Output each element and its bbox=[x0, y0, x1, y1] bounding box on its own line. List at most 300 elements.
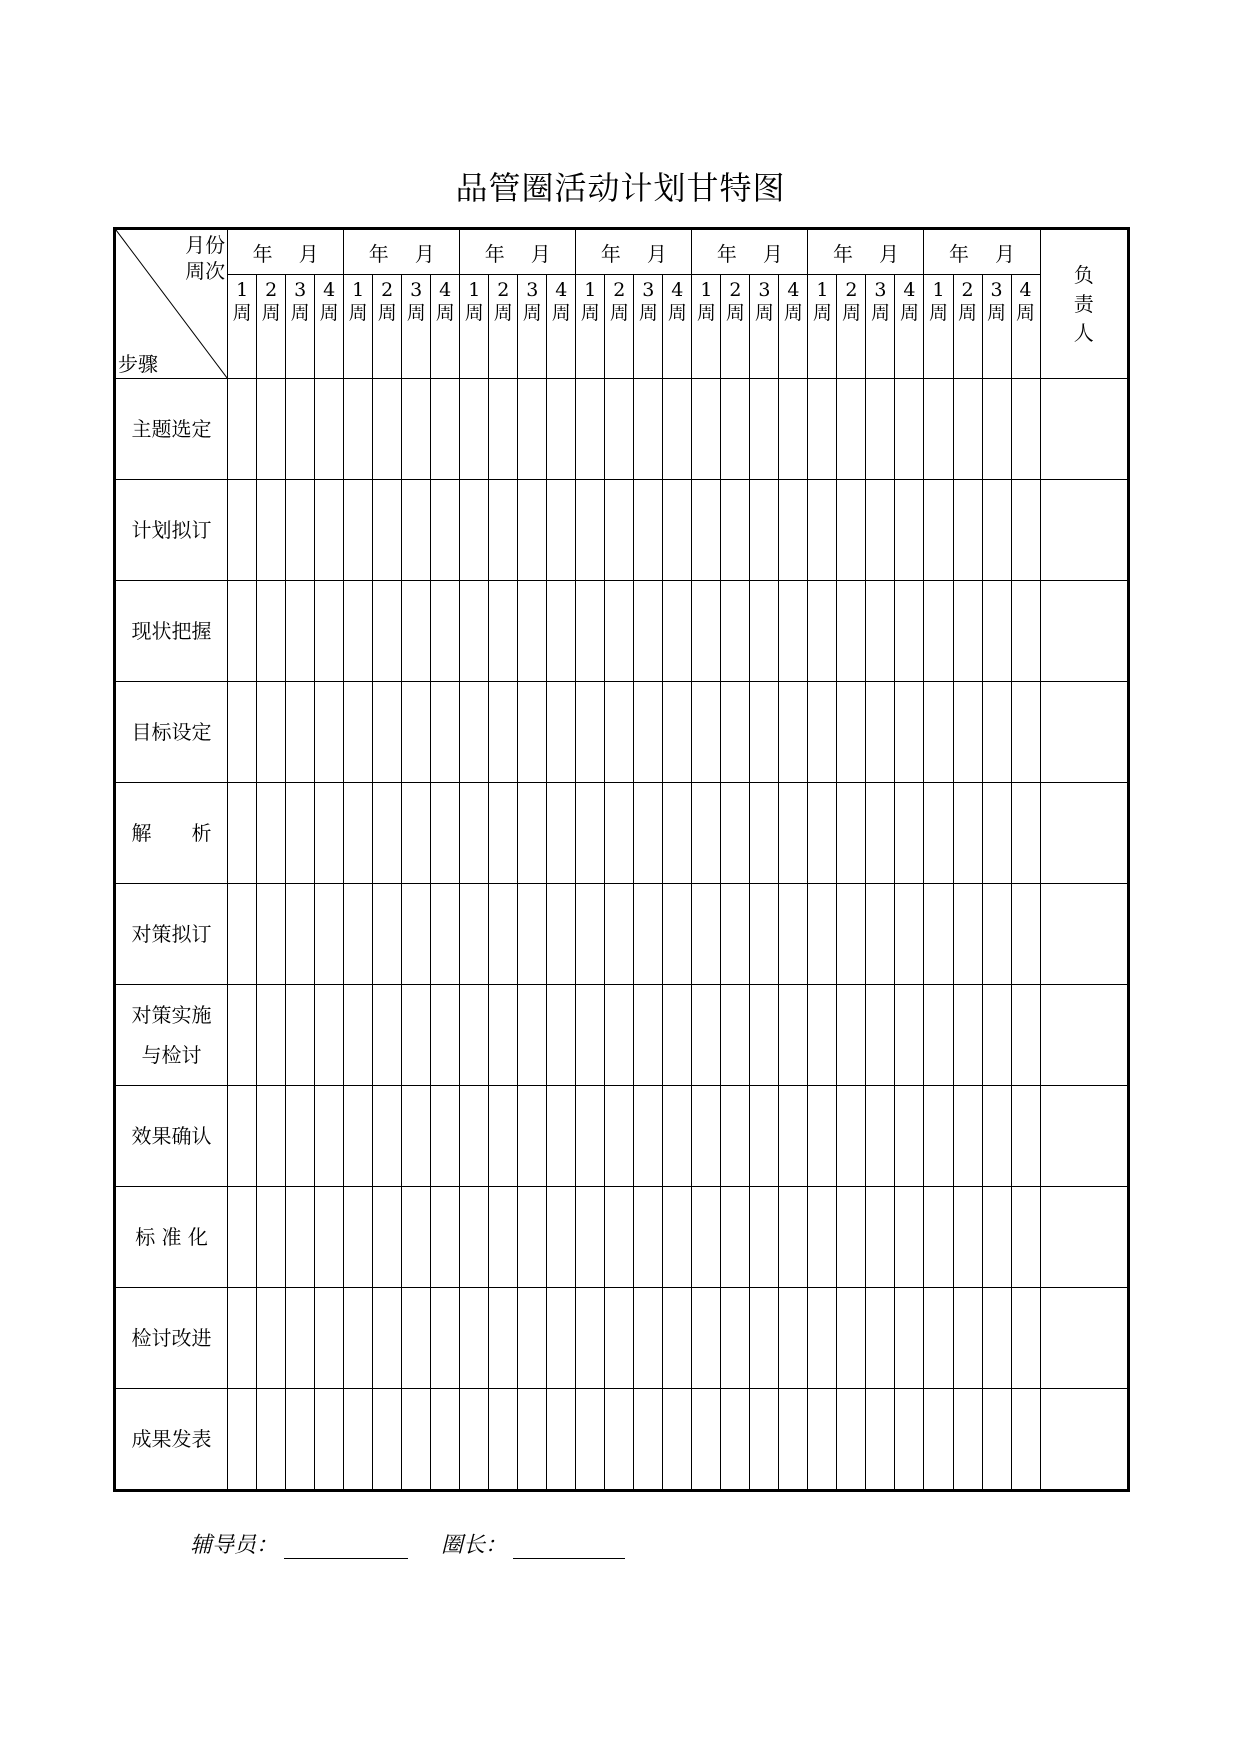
schedule-cell[interactable] bbox=[402, 1288, 431, 1389]
schedule-cell[interactable] bbox=[953, 1288, 982, 1389]
schedule-cell[interactable] bbox=[663, 1288, 692, 1389]
schedule-cell[interactable] bbox=[1011, 1086, 1040, 1187]
schedule-cell[interactable] bbox=[692, 1288, 721, 1389]
schedule-cell[interactable] bbox=[257, 581, 286, 682]
schedule-cell[interactable] bbox=[257, 480, 286, 581]
schedule-cell[interactable] bbox=[257, 1389, 286, 1491]
schedule-cell[interactable] bbox=[953, 884, 982, 985]
schedule-cell[interactable] bbox=[460, 783, 489, 884]
schedule-cell[interactable] bbox=[605, 581, 634, 682]
schedule-cell[interactable] bbox=[924, 1389, 953, 1491]
schedule-cell[interactable] bbox=[402, 1187, 431, 1288]
schedule-cell[interactable] bbox=[808, 783, 837, 884]
schedule-cell[interactable] bbox=[924, 682, 953, 783]
schedule-cell[interactable] bbox=[315, 1288, 344, 1389]
schedule-cell[interactable] bbox=[228, 1389, 257, 1491]
schedule-cell[interactable] bbox=[373, 884, 402, 985]
schedule-cell[interactable] bbox=[808, 379, 837, 480]
schedule-cell[interactable] bbox=[982, 581, 1011, 682]
schedule-cell[interactable] bbox=[721, 480, 750, 581]
schedule-cell[interactable] bbox=[779, 1389, 808, 1491]
schedule-cell[interactable] bbox=[489, 783, 518, 884]
schedule-cell[interactable] bbox=[750, 581, 779, 682]
schedule-cell[interactable] bbox=[750, 783, 779, 884]
schedule-cell[interactable] bbox=[924, 1086, 953, 1187]
schedule-cell[interactable] bbox=[547, 379, 576, 480]
schedule-cell[interactable] bbox=[257, 884, 286, 985]
schedule-cell[interactable] bbox=[837, 379, 866, 480]
schedule-cell[interactable] bbox=[286, 1086, 315, 1187]
schedule-cell[interactable] bbox=[750, 1288, 779, 1389]
schedule-cell[interactable] bbox=[344, 1389, 373, 1491]
schedule-cell[interactable] bbox=[547, 480, 576, 581]
schedule-cell[interactable] bbox=[373, 682, 402, 783]
schedule-cell[interactable] bbox=[518, 379, 547, 480]
schedule-cell[interactable] bbox=[228, 783, 257, 884]
schedule-cell[interactable] bbox=[837, 1389, 866, 1491]
schedule-cell[interactable] bbox=[692, 581, 721, 682]
schedule-cell[interactable] bbox=[344, 1288, 373, 1389]
month-header[interactable] bbox=[344, 229, 460, 275]
schedule-cell[interactable] bbox=[982, 1187, 1011, 1288]
schedule-cell[interactable] bbox=[257, 1288, 286, 1389]
schedule-cell[interactable] bbox=[895, 379, 924, 480]
schedule-cell[interactable] bbox=[402, 480, 431, 581]
schedule-cell[interactable] bbox=[1011, 884, 1040, 985]
schedule-cell[interactable] bbox=[286, 1288, 315, 1389]
schedule-cell[interactable] bbox=[634, 884, 663, 985]
schedule-cell[interactable] bbox=[1011, 480, 1040, 581]
schedule-cell[interactable] bbox=[953, 379, 982, 480]
owner-cell[interactable] bbox=[1040, 1389, 1128, 1491]
schedule-cell[interactable] bbox=[634, 480, 663, 581]
schedule-cell[interactable] bbox=[866, 985, 895, 1086]
owner-cell[interactable] bbox=[1040, 480, 1128, 581]
schedule-cell[interactable] bbox=[605, 783, 634, 884]
schedule-cell[interactable] bbox=[808, 682, 837, 783]
schedule-cell[interactable] bbox=[1011, 985, 1040, 1086]
schedule-cell[interactable] bbox=[895, 1288, 924, 1389]
schedule-cell[interactable] bbox=[634, 985, 663, 1086]
owner-cell[interactable] bbox=[1040, 783, 1128, 884]
schedule-cell[interactable] bbox=[692, 783, 721, 884]
schedule-cell[interactable] bbox=[402, 682, 431, 783]
schedule-cell[interactable] bbox=[895, 884, 924, 985]
schedule-cell[interactable] bbox=[373, 480, 402, 581]
schedule-cell[interactable] bbox=[228, 581, 257, 682]
schedule-cell[interactable] bbox=[431, 1086, 460, 1187]
schedule-cell[interactable] bbox=[721, 1086, 750, 1187]
schedule-cell[interactable] bbox=[808, 1187, 837, 1288]
schedule-cell[interactable] bbox=[489, 581, 518, 682]
month-header[interactable] bbox=[692, 229, 808, 275]
owner-cell[interactable] bbox=[1040, 682, 1128, 783]
schedule-cell[interactable] bbox=[866, 682, 895, 783]
schedule-cell[interactable] bbox=[373, 1288, 402, 1389]
schedule-cell[interactable] bbox=[518, 1187, 547, 1288]
schedule-cell[interactable] bbox=[1011, 581, 1040, 682]
schedule-cell[interactable] bbox=[286, 682, 315, 783]
schedule-cell[interactable] bbox=[431, 884, 460, 985]
schedule-cell[interactable] bbox=[953, 1389, 982, 1491]
schedule-cell[interactable] bbox=[402, 1086, 431, 1187]
schedule-cell[interactable] bbox=[605, 1389, 634, 1491]
schedule-cell[interactable] bbox=[605, 884, 634, 985]
month-header[interactable] bbox=[576, 229, 692, 275]
schedule-cell[interactable] bbox=[576, 480, 605, 581]
schedule-cell[interactable] bbox=[228, 1288, 257, 1389]
schedule-cell[interactable] bbox=[866, 1389, 895, 1491]
schedule-cell[interactable] bbox=[547, 682, 576, 783]
schedule-cell[interactable] bbox=[779, 783, 808, 884]
month-header[interactable] bbox=[460, 229, 576, 275]
schedule-cell[interactable] bbox=[750, 1187, 779, 1288]
schedule-cell[interactable] bbox=[315, 1086, 344, 1187]
schedule-cell[interactable] bbox=[257, 1187, 286, 1288]
schedule-cell[interactable] bbox=[808, 1389, 837, 1491]
month-header[interactable] bbox=[808, 229, 924, 275]
schedule-cell[interactable] bbox=[721, 379, 750, 480]
schedule-cell[interactable] bbox=[837, 682, 866, 783]
schedule-cell[interactable] bbox=[402, 379, 431, 480]
schedule-cell[interactable] bbox=[489, 480, 518, 581]
schedule-cell[interactable] bbox=[634, 379, 663, 480]
schedule-cell[interactable] bbox=[895, 581, 924, 682]
schedule-cell[interactable] bbox=[547, 985, 576, 1086]
schedule-cell[interactable] bbox=[982, 783, 1011, 884]
schedule-cell[interactable] bbox=[895, 480, 924, 581]
schedule-cell[interactable] bbox=[663, 884, 692, 985]
schedule-cell[interactable] bbox=[953, 682, 982, 783]
schedule-cell[interactable] bbox=[315, 480, 344, 581]
schedule-cell[interactable] bbox=[895, 1086, 924, 1187]
schedule-cell[interactable] bbox=[750, 379, 779, 480]
schedule-cell[interactable] bbox=[460, 985, 489, 1086]
schedule-cell[interactable] bbox=[344, 581, 373, 682]
schedule-cell[interactable] bbox=[460, 1086, 489, 1187]
schedule-cell[interactable] bbox=[547, 581, 576, 682]
schedule-cell[interactable] bbox=[257, 1086, 286, 1187]
schedule-cell[interactable] bbox=[228, 985, 257, 1086]
schedule-cell[interactable] bbox=[634, 1086, 663, 1187]
schedule-cell[interactable] bbox=[837, 581, 866, 682]
schedule-cell[interactable] bbox=[344, 985, 373, 1086]
schedule-cell[interactable] bbox=[1011, 783, 1040, 884]
owner-cell[interactable] bbox=[1040, 1288, 1128, 1389]
schedule-cell[interactable] bbox=[982, 1288, 1011, 1389]
schedule-cell[interactable] bbox=[489, 379, 518, 480]
schedule-cell[interactable] bbox=[286, 1389, 315, 1491]
schedule-cell[interactable] bbox=[286, 884, 315, 985]
schedule-cell[interactable] bbox=[895, 1187, 924, 1288]
owner-cell[interactable] bbox=[1040, 1187, 1128, 1288]
schedule-cell[interactable] bbox=[721, 1187, 750, 1288]
schedule-cell[interactable] bbox=[663, 379, 692, 480]
schedule-cell[interactable] bbox=[721, 1389, 750, 1491]
schedule-cell[interactable] bbox=[663, 480, 692, 581]
schedule-cell[interactable] bbox=[808, 985, 837, 1086]
schedule-cell[interactable] bbox=[431, 985, 460, 1086]
schedule-cell[interactable] bbox=[518, 783, 547, 884]
schedule-cell[interactable] bbox=[866, 1187, 895, 1288]
schedule-cell[interactable] bbox=[402, 884, 431, 985]
schedule-cell[interactable] bbox=[779, 480, 808, 581]
schedule-cell[interactable] bbox=[982, 985, 1011, 1086]
schedule-cell[interactable] bbox=[489, 682, 518, 783]
schedule-cell[interactable] bbox=[982, 884, 1011, 985]
schedule-cell[interactable] bbox=[924, 581, 953, 682]
schedule-cell[interactable] bbox=[924, 1288, 953, 1389]
schedule-cell[interactable] bbox=[953, 1086, 982, 1187]
schedule-cell[interactable] bbox=[460, 1389, 489, 1491]
schedule-cell[interactable] bbox=[257, 985, 286, 1086]
schedule-cell[interactable] bbox=[315, 1389, 344, 1491]
schedule-cell[interactable] bbox=[895, 783, 924, 884]
schedule-cell[interactable] bbox=[431, 379, 460, 480]
schedule-cell[interactable] bbox=[373, 1086, 402, 1187]
schedule-cell[interactable] bbox=[257, 783, 286, 884]
schedule-cell[interactable] bbox=[373, 783, 402, 884]
schedule-cell[interactable] bbox=[431, 581, 460, 682]
schedule-cell[interactable] bbox=[547, 1187, 576, 1288]
schedule-cell[interactable] bbox=[663, 1389, 692, 1491]
schedule-cell[interactable] bbox=[663, 581, 692, 682]
schedule-cell[interactable] bbox=[779, 884, 808, 985]
schedule-cell[interactable] bbox=[837, 1288, 866, 1389]
schedule-cell[interactable] bbox=[344, 884, 373, 985]
schedule-cell[interactable] bbox=[518, 682, 547, 783]
schedule-cell[interactable] bbox=[576, 1288, 605, 1389]
schedule-cell[interactable] bbox=[721, 581, 750, 682]
schedule-cell[interactable] bbox=[692, 884, 721, 985]
schedule-cell[interactable] bbox=[576, 783, 605, 884]
schedule-cell[interactable] bbox=[1011, 1389, 1040, 1491]
schedule-cell[interactable] bbox=[344, 1187, 373, 1288]
schedule-cell[interactable] bbox=[663, 1187, 692, 1288]
schedule-cell[interactable] bbox=[518, 985, 547, 1086]
schedule-cell[interactable] bbox=[924, 1187, 953, 1288]
schedule-cell[interactable] bbox=[721, 985, 750, 1086]
schedule-cell[interactable] bbox=[808, 581, 837, 682]
schedule-cell[interactable] bbox=[895, 682, 924, 783]
schedule-cell[interactable] bbox=[837, 480, 866, 581]
schedule-cell[interactable] bbox=[692, 379, 721, 480]
schedule-cell[interactable] bbox=[837, 783, 866, 884]
schedule-cell[interactable] bbox=[402, 581, 431, 682]
schedule-cell[interactable] bbox=[518, 1086, 547, 1187]
schedule-cell[interactable] bbox=[431, 1389, 460, 1491]
schedule-cell[interactable] bbox=[315, 884, 344, 985]
schedule-cell[interactable] bbox=[663, 985, 692, 1086]
schedule-cell[interactable] bbox=[489, 1086, 518, 1187]
schedule-cell[interactable] bbox=[228, 884, 257, 985]
owner-cell[interactable] bbox=[1040, 1086, 1128, 1187]
schedule-cell[interactable] bbox=[228, 480, 257, 581]
schedule-cell[interactable] bbox=[518, 581, 547, 682]
schedule-cell[interactable] bbox=[286, 1187, 315, 1288]
owner-cell[interactable] bbox=[1040, 985, 1128, 1086]
schedule-cell[interactable] bbox=[489, 1187, 518, 1288]
schedule-cell[interactable] bbox=[692, 682, 721, 783]
schedule-cell[interactable] bbox=[837, 1086, 866, 1187]
schedule-cell[interactable] bbox=[866, 581, 895, 682]
schedule-cell[interactable] bbox=[866, 1086, 895, 1187]
schedule-cell[interactable] bbox=[576, 1086, 605, 1187]
schedule-cell[interactable] bbox=[576, 985, 605, 1086]
schedule-cell[interactable] bbox=[576, 682, 605, 783]
schedule-cell[interactable] bbox=[953, 985, 982, 1086]
schedule-cell[interactable] bbox=[431, 682, 460, 783]
schedule-cell[interactable] bbox=[460, 884, 489, 985]
schedule-cell[interactable] bbox=[315, 1187, 344, 1288]
schedule-cell[interactable] bbox=[750, 1389, 779, 1491]
schedule-cell[interactable] bbox=[315, 682, 344, 783]
schedule-cell[interactable] bbox=[953, 480, 982, 581]
schedule-cell[interactable] bbox=[750, 985, 779, 1086]
advisor-blank[interactable] bbox=[284, 1532, 408, 1559]
schedule-cell[interactable] bbox=[286, 480, 315, 581]
schedule-cell[interactable] bbox=[837, 985, 866, 1086]
schedule-cell[interactable] bbox=[1011, 682, 1040, 783]
schedule-cell[interactable] bbox=[982, 682, 1011, 783]
schedule-cell[interactable] bbox=[373, 1389, 402, 1491]
schedule-cell[interactable] bbox=[257, 379, 286, 480]
schedule-cell[interactable] bbox=[750, 884, 779, 985]
schedule-cell[interactable] bbox=[750, 1086, 779, 1187]
schedule-cell[interactable] bbox=[228, 1086, 257, 1187]
schedule-cell[interactable] bbox=[286, 581, 315, 682]
schedule-cell[interactable] bbox=[779, 682, 808, 783]
schedule-cell[interactable] bbox=[228, 379, 257, 480]
owner-cell[interactable] bbox=[1040, 379, 1128, 480]
schedule-cell[interactable] bbox=[518, 884, 547, 985]
schedule-cell[interactable] bbox=[895, 1389, 924, 1491]
schedule-cell[interactable] bbox=[721, 884, 750, 985]
owner-cell[interactable] bbox=[1040, 884, 1128, 985]
schedule-cell[interactable] bbox=[605, 1086, 634, 1187]
schedule-cell[interactable] bbox=[344, 480, 373, 581]
schedule-cell[interactable] bbox=[286, 783, 315, 884]
schedule-cell[interactable] bbox=[518, 480, 547, 581]
schedule-cell[interactable] bbox=[779, 1288, 808, 1389]
schedule-cell[interactable] bbox=[663, 682, 692, 783]
schedule-cell[interactable] bbox=[982, 480, 1011, 581]
schedule-cell[interactable] bbox=[634, 1389, 663, 1491]
schedule-cell[interactable] bbox=[634, 682, 663, 783]
schedule-cell[interactable] bbox=[808, 480, 837, 581]
schedule-cell[interactable] bbox=[576, 884, 605, 985]
leader-blank[interactable] bbox=[513, 1532, 625, 1559]
schedule-cell[interactable] bbox=[808, 884, 837, 985]
owner-cell[interactable] bbox=[1040, 581, 1128, 682]
month-header[interactable] bbox=[228, 229, 344, 275]
schedule-cell[interactable] bbox=[431, 480, 460, 581]
schedule-cell[interactable] bbox=[228, 1187, 257, 1288]
schedule-cell[interactable] bbox=[489, 1288, 518, 1389]
schedule-cell[interactable] bbox=[721, 783, 750, 884]
schedule-cell[interactable] bbox=[866, 1288, 895, 1389]
schedule-cell[interactable] bbox=[228, 682, 257, 783]
schedule-cell[interactable] bbox=[344, 783, 373, 884]
schedule-cell[interactable] bbox=[547, 783, 576, 884]
schedule-cell[interactable] bbox=[373, 581, 402, 682]
schedule-cell[interactable] bbox=[692, 1086, 721, 1187]
schedule-cell[interactable] bbox=[692, 480, 721, 581]
schedule-cell[interactable] bbox=[460, 1288, 489, 1389]
schedule-cell[interactable] bbox=[576, 581, 605, 682]
schedule-cell[interactable] bbox=[895, 985, 924, 1086]
schedule-cell[interactable] bbox=[953, 581, 982, 682]
schedule-cell[interactable] bbox=[779, 1187, 808, 1288]
schedule-cell[interactable] bbox=[402, 783, 431, 884]
schedule-cell[interactable] bbox=[373, 1187, 402, 1288]
schedule-cell[interactable] bbox=[866, 783, 895, 884]
schedule-cell[interactable] bbox=[866, 884, 895, 985]
schedule-cell[interactable] bbox=[344, 379, 373, 480]
schedule-cell[interactable] bbox=[692, 1187, 721, 1288]
schedule-cell[interactable] bbox=[460, 480, 489, 581]
schedule-cell[interactable] bbox=[518, 1389, 547, 1491]
schedule-cell[interactable] bbox=[634, 1288, 663, 1389]
month-header[interactable] bbox=[924, 229, 1040, 275]
schedule-cell[interactable] bbox=[1011, 379, 1040, 480]
schedule-cell[interactable] bbox=[634, 1187, 663, 1288]
schedule-cell[interactable] bbox=[460, 379, 489, 480]
schedule-cell[interactable] bbox=[489, 1389, 518, 1491]
schedule-cell[interactable] bbox=[315, 783, 344, 884]
schedule-cell[interactable] bbox=[373, 985, 402, 1086]
schedule-cell[interactable] bbox=[982, 1086, 1011, 1187]
schedule-cell[interactable] bbox=[866, 379, 895, 480]
schedule-cell[interactable] bbox=[315, 985, 344, 1086]
schedule-cell[interactable] bbox=[431, 1288, 460, 1389]
schedule-cell[interactable] bbox=[982, 1389, 1011, 1491]
schedule-cell[interactable] bbox=[605, 1187, 634, 1288]
schedule-cell[interactable] bbox=[721, 1288, 750, 1389]
schedule-cell[interactable] bbox=[489, 884, 518, 985]
schedule-cell[interactable] bbox=[634, 783, 663, 884]
schedule-cell[interactable] bbox=[837, 1187, 866, 1288]
schedule-cell[interactable] bbox=[518, 1288, 547, 1389]
schedule-cell[interactable] bbox=[257, 682, 286, 783]
schedule-cell[interactable] bbox=[837, 884, 866, 985]
schedule-cell[interactable] bbox=[286, 985, 315, 1086]
schedule-cell[interactable] bbox=[721, 682, 750, 783]
schedule-cell[interactable] bbox=[431, 783, 460, 884]
schedule-cell[interactable] bbox=[605, 1288, 634, 1389]
schedule-cell[interactable] bbox=[344, 1086, 373, 1187]
schedule-cell[interactable] bbox=[460, 581, 489, 682]
schedule-cell[interactable] bbox=[547, 1086, 576, 1187]
schedule-cell[interactable] bbox=[431, 1187, 460, 1288]
schedule-cell[interactable] bbox=[750, 480, 779, 581]
schedule-cell[interactable] bbox=[750, 682, 779, 783]
schedule-cell[interactable] bbox=[547, 884, 576, 985]
schedule-cell[interactable] bbox=[982, 379, 1011, 480]
schedule-cell[interactable] bbox=[924, 480, 953, 581]
schedule-cell[interactable] bbox=[286, 379, 315, 480]
schedule-cell[interactable] bbox=[953, 1187, 982, 1288]
schedule-cell[interactable] bbox=[924, 379, 953, 480]
schedule-cell[interactable] bbox=[663, 1086, 692, 1187]
schedule-cell[interactable] bbox=[605, 682, 634, 783]
schedule-cell[interactable] bbox=[808, 1086, 837, 1187]
schedule-cell[interactable] bbox=[576, 379, 605, 480]
schedule-cell[interactable] bbox=[605, 379, 634, 480]
schedule-cell[interactable] bbox=[315, 379, 344, 480]
schedule-cell[interactable] bbox=[402, 985, 431, 1086]
schedule-cell[interactable] bbox=[460, 1187, 489, 1288]
